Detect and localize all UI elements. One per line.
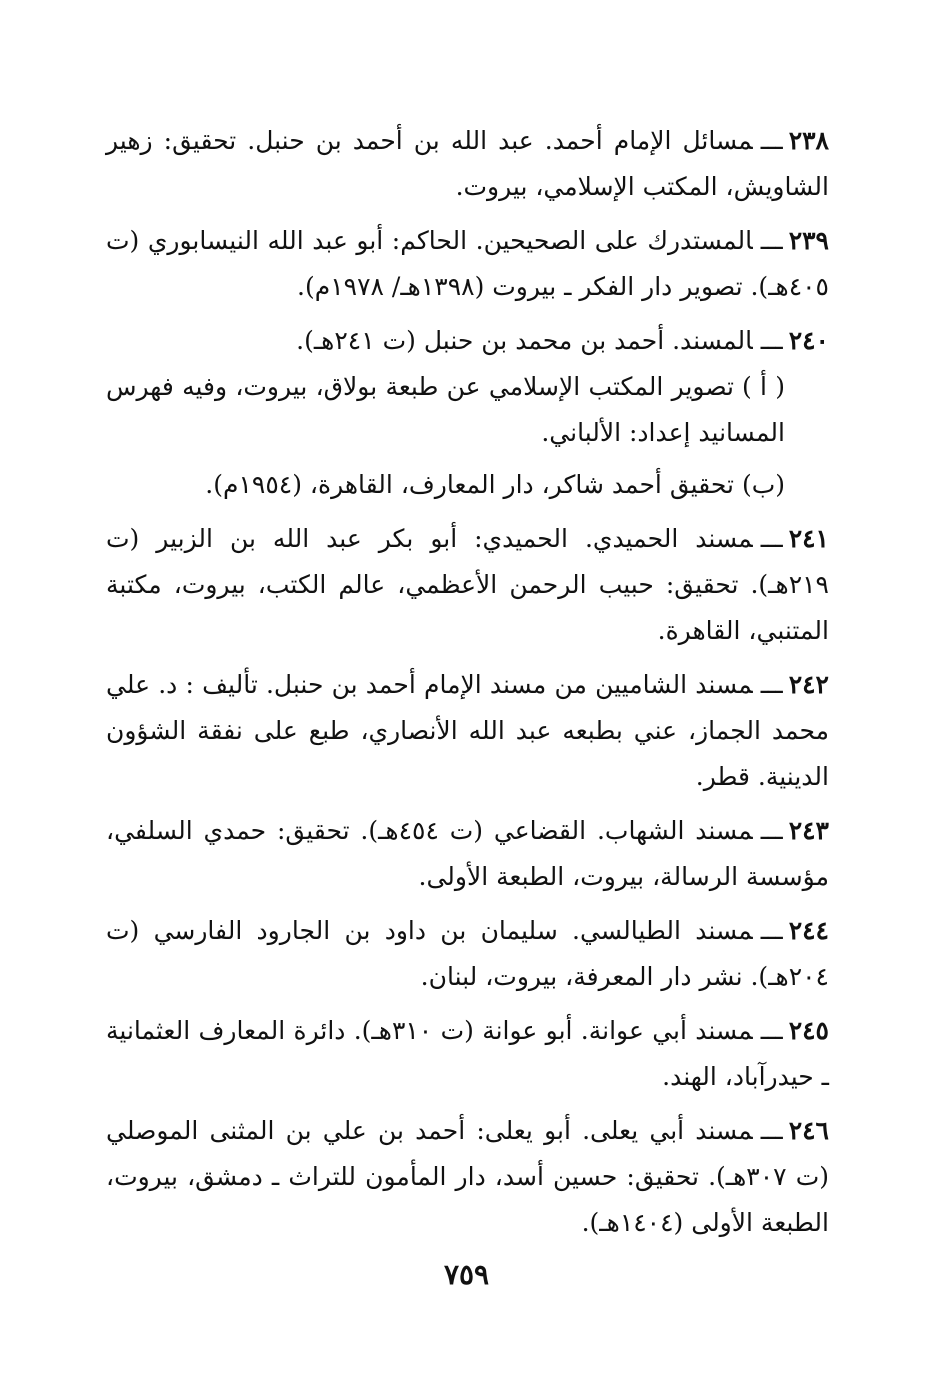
entry-text: مسند أبي يعلى. أبو يعلى: أحمد بن علي بن المثنى الموصلي (ت ٣٠٧هـ). تحقيق: حسين أسد، دار المأمون للتراث ـ دمشق، بيروت، الطبعة الأولى (١٤٠٤هـ). <box>106 1116 829 1237</box>
entry-text-block <box>106 516 829 654</box>
entry-text-block <box>106 318 829 364</box>
entry-dash: ـــ <box>760 226 783 255</box>
entry-dash: ـــ <box>760 326 783 355</box>
subitem-label: ( أ ) <box>741 372 785 401</box>
bibliography-entry-241 <box>106 516 829 654</box>
entry-text: مسند الشهاب. القضاعي (ت ٤٥٤هـ). تحقيق: حمدي السلفي، مؤسسة الرسالة، بيروت، الطبعة الأولى. <box>106 816 829 891</box>
entry-dash: ـــ <box>760 670 783 699</box>
entry-text-block <box>106 118 829 210</box>
entry-number: ٢٣٩ <box>788 226 829 255</box>
entry-dash: ـــ <box>760 816 783 845</box>
entry-text-block <box>106 1008 829 1100</box>
bibliography-entry-240 <box>106 318 829 508</box>
entry-number: ٢٤٦ <box>788 1116 829 1145</box>
bibliography-entry-242 <box>106 662 829 800</box>
entry-text-block <box>106 218 829 310</box>
entry-text-block <box>106 808 829 900</box>
bibliography-entry-245 <box>106 1008 829 1100</box>
page-number: ٧٥٩ <box>443 1258 490 1291</box>
bibliography-entry-238 <box>106 118 829 210</box>
entry-number: ٢٤٠ <box>788 326 829 355</box>
entry-number: ٢٣٨ <box>788 126 829 155</box>
entry-dash: ـــ <box>760 1016 783 1045</box>
entry-number: ٢٤٥ <box>788 1016 829 1045</box>
entry-dash: ـــ <box>760 916 783 945</box>
entry-text: مسند الحميدي. الحميدي: أبو بكر عبد الله بن الزبير (ت ٢١٩هـ). تحقيق: حبيب الرحمن الأعظمي، عالم الكتب، بيروت، مكتبة المتنبي، القاهرة. <box>106 524 829 645</box>
entry-dash: ـــ <box>760 126 783 155</box>
entry-text: مسند أبي عوانة. أبو عوانة (ت ٣١٠هـ). دائرة المعارف العثمانية ـ حيدرآباد، الهند. <box>106 1016 829 1091</box>
entry-subitem-a <box>106 364 829 456</box>
entry-number: ٢٤٤ <box>788 916 829 945</box>
entry-text-block <box>106 908 829 1000</box>
entry-subitem-b <box>106 462 829 508</box>
bibliography-entry-243 <box>106 808 829 900</box>
bibliography-entry-239 <box>106 218 829 310</box>
entry-text: مسند الطيالسي. سليمان بن داود بن الجارود الفارسي (ت ٢٠٤هـ). نشر دار المعرفة، بيروت، لبنان. <box>106 916 829 991</box>
entry-text: المسند. أحمد بن محمد بن حنبل (ت ٢٤١هـ). <box>296 326 753 355</box>
entry-text: المستدرك على الصحيحين. الحاكم: أبو عبد الله النيسابوري (ت ٤٠٥هـ). تصوير دار الفكر ـ بيروت (١٣٩٨هـ/ ١٩٧٨م). <box>106 226 829 301</box>
bibliography-entry-244 <box>106 908 829 1000</box>
entry-number: ٢٤٢ <box>788 670 829 699</box>
entry-dash: ـــ <box>760 1116 783 1145</box>
entry-text-block <box>106 1108 829 1246</box>
entry-text-block <box>106 662 829 800</box>
entry-dash: ـــ <box>760 524 783 553</box>
entry-text: مسائل الإمام أحمد. عبد الله بن أحمد بن حنبل. تحقيق: زهير الشاويش، المكتب الإسلامي، بيروت. <box>106 126 829 201</box>
entry-text: مسند الشاميين من مسند الإمام أحمد بن حنبل. تأليف : د. علي محمد الجماز، عني بطبعه عبد الله الأنصاري، طبع على نفقة الشؤون الدينية. قطر. <box>106 670 829 791</box>
subitem-text: تصوير المكتب الإسلامي عن طبعة بولاق، بيروت، وفيه فهرس المسانيد إعداد: الألباني. <box>106 372 785 447</box>
entry-number: ٢٤٣ <box>788 816 829 845</box>
entry-number: ٢٤١ <box>788 524 829 553</box>
subitem-label: (ب) <box>741 470 785 499</box>
bibliography-entry-246 <box>106 1108 829 1246</box>
subitem-text: تحقيق أحمد شاكر، دار المعارف، القاهرة، (١٩٥٤م). <box>205 470 734 499</box>
